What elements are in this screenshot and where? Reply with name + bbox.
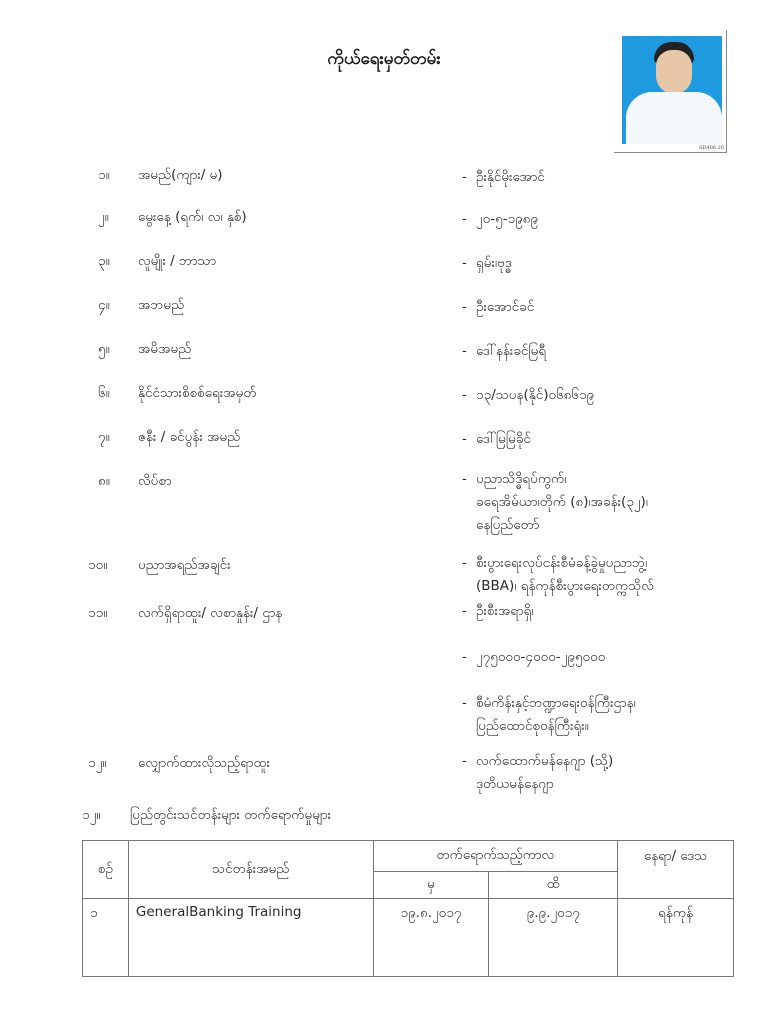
cell-no: ၁	[83, 899, 129, 977]
field-label: လက်ရှိရာထူး/ လစာနှုန်း/ ဌာန	[138, 605, 283, 621]
profile-photo	[614, 30, 727, 153]
field-label: ပညာအရည်အချင်း	[138, 557, 231, 573]
field-address	[0, 472, 768, 542]
header-location: နေရာ/ ဒေသ	[618, 841, 734, 899]
dash: -	[462, 431, 467, 447]
header-to: ထိ	[489, 872, 618, 899]
training-table	[82, 840, 734, 977]
section-number: ၁၂။	[82, 807, 101, 823]
dash: -	[462, 695, 467, 711]
photo-background	[622, 36, 722, 144]
field-number: ၆။	[98, 385, 110, 401]
field-number: ၂။	[98, 209, 109, 225]
field-value-line: ပညာသိဒ္ဓိရပ်ကွက်၊	[476, 471, 567, 487]
header-no: စဉ်	[83, 841, 129, 899]
field-label: မွေးနေ့ (ရက်၊ လ၊ နှစ်)	[138, 209, 247, 225]
field-number: ၃။	[98, 253, 110, 269]
field-number: ၁၂။	[88, 755, 107, 771]
dash: -	[462, 603, 467, 619]
field-value-line: နေပြည်တော်	[476, 517, 540, 533]
field-value-line: ခရေအိမ်ယာ၊တိုက် (၈)၊အခန်း(၃၂)၊	[476, 494, 648, 510]
field-value-department: စီမံကိန်းနှင့်ဘဏ္ဍာရေးဝန်ကြီးဌာန၊	[476, 695, 636, 711]
cell-from: ၁၉.၈.၂၀၁၇	[373, 899, 489, 977]
cell-to: ၉.၉.၂၀၁၇	[489, 899, 618, 977]
header-from: မှ	[373, 872, 489, 899]
dash: -	[462, 555, 467, 571]
field-number: ၄။	[98, 297, 110, 313]
field-label: အမိအမည်	[138, 341, 192, 357]
field-value: ဦးနိုင်မိုးအောင်	[476, 169, 545, 185]
field-value-position: ဦးစီးအရာရှိ၊	[476, 603, 534, 619]
field-value-salary: ၂၇၅၀၀၀-၄၀၀၀-၂၉၅၀၀၀	[476, 649, 606, 665]
dash: -	[462, 343, 467, 359]
field-label: ဇနီး / ခင်ပွန်း အမည်	[138, 429, 241, 445]
dash: -	[462, 211, 467, 227]
cell-course-name: GeneralBanking Training	[128, 899, 373, 977]
header-period: တက်ရောက်သည့်ကာလ	[373, 841, 618, 872]
field-value: ၁၃/သပန(နိုင်)၀၆၈၆၁၉	[476, 387, 595, 403]
table-row	[83, 899, 734, 977]
field-label: လျှောက်ထားလိုသည့်ရာထူး	[138, 755, 270, 771]
field-number: ၁။	[98, 167, 110, 183]
table-header-row	[83, 841, 734, 872]
photo-caption: SD406.20	[699, 145, 724, 151]
field-value-line: ဒုတိယမန်နေဂျာ	[476, 776, 554, 792]
page-title: ကိုယ်ရေးမှတ်တမ်း	[327, 49, 441, 69]
photo-shirt	[626, 92, 722, 144]
field-number: ၁၀။	[88, 557, 108, 573]
field-label: အဘမည်	[138, 297, 185, 313]
dash: -	[462, 387, 467, 403]
cell-location: ရန်ကုန်	[618, 899, 734, 977]
field-value: ဒေါ်နန်းခင်မြရီ	[476, 343, 547, 359]
dash: -	[462, 255, 467, 271]
field-value: ၂၀-၅-၁၉၈၉	[476, 211, 539, 227]
dash: -	[462, 753, 467, 769]
field-value: ဒေါ်မြမြခိုင်	[476, 431, 531, 447]
field-number: ၁၁။	[88, 605, 108, 621]
field-label: လိပ်စာ	[138, 473, 172, 489]
dash: -	[462, 299, 467, 315]
section-title: ပြည်တွင်းသင်တန်းများ တက်ရောက်မှုများ	[130, 807, 332, 823]
field-value-department: ပြည်ထောင်စုဝန်ကြီးရုံး။	[476, 718, 589, 734]
photo-face	[656, 50, 692, 94]
dash: -	[462, 649, 467, 665]
field-label: နိုင်ငံသားစိစစ်ရေးအမှတ်	[138, 385, 257, 401]
dash: -	[462, 471, 467, 487]
field-label: လူမျိုး / ဘာသာ	[138, 253, 217, 269]
field-value: ဦးအောင်ခင်	[476, 299, 535, 315]
field-number: ၈။	[98, 473, 110, 489]
field-value-line: လက်ထောက်မန်နေဂျာ (သို့)	[476, 753, 614, 769]
field-value-line: (BBA)၊ ရန်ကုန်စီးပွားရေးတက္ကသိုလ်	[476, 578, 654, 594]
field-number: ၇။	[98, 429, 110, 445]
field-number: ၅။	[98, 341, 110, 357]
field-label: အမည်(ကျား/ မ)	[138, 167, 223, 183]
field-value-line: စီးပွားရေးလုပ်ငန်းစီမံခန့်ခွဲမှုပညာဘွဲ့၊	[476, 555, 648, 571]
field-value: ရှမ်း၊ဗုဒ္ဓ	[476, 255, 512, 271]
header-course-name: သင်တန်းအမည်	[128, 841, 373, 899]
dash: -	[462, 169, 467, 185]
